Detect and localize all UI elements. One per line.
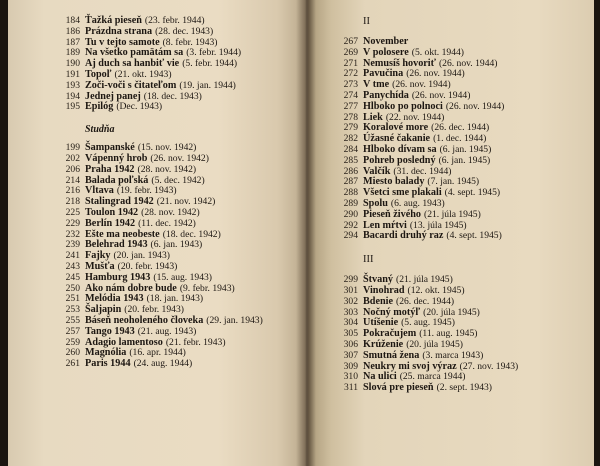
- poem-date: (28. dec. 1943): [155, 25, 214, 37]
- spacer: [338, 242, 594, 254]
- poem-date: (26. nov. 1944): [392, 79, 451, 91]
- page-number: 189: [65, 47, 80, 59]
- poem-date: (26. nov. 1942): [150, 152, 209, 164]
- poem-title: Belehrad 1943: [85, 239, 148, 251]
- page-number: 187: [65, 36, 80, 48]
- page-number: 259: [65, 336, 80, 348]
- toc-entry: [338, 210, 594, 221]
- page-number: 279: [343, 122, 358, 134]
- poem-title: Pohreb posledný: [363, 154, 436, 166]
- poem-date: (22. nov. 1944): [385, 111, 445, 123]
- poem-title: Mušťa: [85, 260, 115, 272]
- poem-date: (19. jan. 1944): [179, 79, 236, 91]
- poem-title: Toulon 1942: [85, 206, 139, 218]
- poem-date: (21. júla 1945): [396, 274, 453, 286]
- page-number: 311: [343, 382, 358, 394]
- poem-title: Na ulici: [363, 371, 397, 383]
- poem-date: (21. aug. 1943): [137, 325, 197, 337]
- page-number: 239: [65, 239, 80, 251]
- poem-title: Panychída: [363, 89, 409, 101]
- poem-title: Aj duch sa hanbiť vie: [85, 58, 180, 70]
- page-number: 241: [65, 250, 80, 262]
- page-number: 186: [65, 25, 80, 37]
- page-number: 255: [65, 314, 80, 326]
- page-number: 289: [343, 197, 358, 209]
- poem-title: Praha 1942: [85, 163, 135, 175]
- page-number: 284: [343, 143, 358, 155]
- page-number: 206: [65, 163, 80, 175]
- page-number: 199: [65, 142, 80, 154]
- poem-title: Melódia 1943: [85, 293, 144, 305]
- page-number: 292: [343, 219, 358, 231]
- poem-date: (6. jan. 1945): [439, 143, 492, 155]
- poem-date: (21. okt. 1943): [114, 68, 172, 80]
- page-number: 202: [65, 152, 80, 164]
- poem-title: Ešte ma neobeste: [85, 228, 160, 240]
- page-number: 251: [65, 293, 80, 305]
- poem-title: Bacardi druhý raz: [363, 230, 444, 242]
- poem-date: (26. dec. 1944): [396, 295, 455, 307]
- toc-entry: [60, 327, 308, 338]
- page-number: 260: [65, 347, 80, 359]
- poem-date: (8. febr. 1943): [162, 36, 218, 48]
- page-number: 195: [65, 101, 80, 113]
- page-number: 245: [65, 271, 80, 283]
- poem-title: November: [363, 36, 409, 47]
- poem-title: Jednej panej: [85, 90, 141, 102]
- toc-list: [338, 37, 594, 242]
- toc-entry: [60, 165, 308, 176]
- poem-title: Valčík: [363, 165, 391, 177]
- poem-date: (4. sept. 1945): [446, 230, 502, 242]
- page-number: 232: [65, 228, 80, 240]
- page-number: 288: [343, 187, 358, 199]
- poem-title: Štvaný: [363, 274, 394, 286]
- page-number: 277: [343, 100, 358, 112]
- poem-date: (4. sept. 1945): [444, 187, 501, 199]
- page-number: 309: [343, 360, 358, 372]
- poem-title: Bdenie: [363, 295, 394, 307]
- page-number: 267: [343, 36, 358, 47]
- page-number: 304: [343, 317, 358, 329]
- poem-title: Zoči-voči s čitateľom: [85, 79, 177, 91]
- poem-title: Ťažká pieseň: [85, 15, 142, 26]
- poem-title: Topoľ: [85, 68, 112, 80]
- poem-date: (5. aug. 1945): [401, 317, 455, 329]
- left-page: [8, 0, 308, 466]
- page-number: 272: [343, 68, 358, 80]
- poem-date: (26. nov. 1944): [445, 100, 505, 112]
- page-number: 225: [65, 206, 80, 218]
- poem-date: (27. nov. 1943): [459, 360, 519, 372]
- poem-title: Na všetko pamätám sa: [85, 47, 184, 59]
- poem-date: (28. nov. 1942): [137, 163, 197, 175]
- page-number: 190: [65, 58, 80, 70]
- poem-date: (1. dec. 1944): [433, 133, 487, 145]
- poem-date: (Dec. 1943): [116, 101, 163, 113]
- poem-date: (20. febr. 1943): [117, 260, 178, 272]
- section-heading: II: [363, 16, 370, 27]
- poem-date: (2. sept. 1943): [436, 382, 492, 394]
- page-number: 302: [343, 295, 358, 307]
- page-number: 214: [65, 174, 80, 186]
- poem-date: (31. dec. 1944): [393, 165, 452, 177]
- poem-title: Vltava: [85, 185, 114, 197]
- poem-date: (6. jan. 1943): [150, 239, 203, 251]
- poem-date: (26. nov. 1944): [406, 68, 465, 80]
- poem-title: Vinohrad: [363, 284, 405, 296]
- poem-title: Utíšenie: [363, 317, 399, 329]
- page-number: 294: [343, 230, 358, 242]
- poem-title: Nemusíš hovoriť: [363, 57, 436, 69]
- poem-title: Ako nám dobre bude: [85, 282, 177, 294]
- page-number: 269: [343, 46, 358, 58]
- poem-date: (5. okt. 1944): [411, 46, 464, 58]
- poem-title: Tu v tejto samote: [85, 36, 160, 48]
- toc-entry: [60, 27, 308, 38]
- page-number: 286: [343, 165, 358, 177]
- poem-date: (20. febr. 1943): [124, 304, 184, 316]
- poem-title: V polosere: [363, 46, 409, 58]
- page-number: 257: [65, 325, 80, 337]
- poem-date: (3. febr. 1944): [186, 47, 242, 59]
- poem-date: (16. apr. 1944): [129, 347, 186, 359]
- poem-title: Magnólia: [85, 347, 127, 359]
- poem-title: Hlboko dívam sa: [363, 143, 437, 155]
- page-number: 285: [343, 154, 358, 166]
- poem-date: (7. jan. 1945): [427, 176, 480, 188]
- poem-title: Pieseň živého: [363, 208, 422, 220]
- poem-title: Spolu: [363, 197, 388, 209]
- poem-title: V tme: [363, 79, 390, 91]
- poem-title: Tango 1943: [85, 325, 135, 337]
- poem-title: Miesto balady: [363, 176, 425, 188]
- poem-date: (13. júla 1945): [409, 219, 467, 231]
- poem-title: Všetci sme plakali: [363, 187, 442, 199]
- page-number: 278: [343, 111, 358, 123]
- poem-title: Vápenný hrob: [85, 152, 148, 164]
- page-number: 193: [65, 79, 80, 91]
- poem-date: (9. febr. 1943): [179, 282, 235, 294]
- poem-date: (26. nov. 1944): [411, 89, 471, 101]
- poem-title: Šaljapin: [85, 304, 122, 316]
- toc-list: [60, 143, 308, 370]
- poem-title: Neukry mi svoj výraz: [363, 360, 457, 372]
- page-number: 243: [65, 260, 80, 272]
- poem-title: Báseň neoholeného človeka: [85, 314, 204, 326]
- poem-title: Pavučina: [363, 68, 404, 80]
- poem-title: Úžasné čakanie: [363, 133, 431, 145]
- poem-date: (20. júla 1945): [406, 338, 463, 350]
- poem-title: Smutná žena: [363, 349, 420, 361]
- poem-title: Slová pre pieseň: [363, 382, 434, 394]
- poem-date: (18. dec. 1942): [162, 228, 221, 240]
- poem-title: Adagio lamentoso: [85, 336, 163, 348]
- right-page: [308, 0, 594, 466]
- poem-date: (21. nov. 1942): [156, 196, 216, 208]
- toc-entry: [338, 383, 594, 394]
- poem-date: (18. jan. 1943): [146, 293, 204, 305]
- page-number: 310: [343, 371, 358, 383]
- poem-date: (5. dec. 1942): [151, 174, 205, 186]
- page-number: 305: [343, 328, 358, 340]
- poem-date: (24. aug. 1944): [133, 358, 193, 370]
- page-number: 290: [343, 208, 358, 220]
- poem-date: (3. marca 1943): [422, 349, 484, 361]
- poem-title: Paris 1944: [85, 358, 131, 370]
- page-number: 307: [343, 349, 358, 361]
- poem-title: Šampanské: [85, 142, 135, 154]
- poem-title: Balada poľská: [85, 174, 149, 186]
- toc-entry: [338, 48, 594, 59]
- poem-title: Epilóg: [85, 101, 114, 113]
- page-number: 194: [65, 90, 80, 102]
- toc-list: [338, 275, 594, 394]
- poem-date: (15. nov. 1942): [137, 142, 197, 154]
- toc-entry: [60, 81, 308, 92]
- poem-date: (18. dec. 1943): [143, 90, 202, 102]
- page-number: 299: [343, 274, 358, 286]
- poem-title: Berlín 1942: [85, 217, 136, 229]
- toc-entry: [60, 102, 308, 113]
- section-heading: III: [363, 254, 374, 266]
- toc-entry: [338, 231, 594, 242]
- page-number: 274: [343, 89, 358, 101]
- poem-date: (26. nov. 1944): [438, 57, 498, 69]
- poem-date: (26. dec. 1944): [431, 122, 490, 134]
- page-number: 191: [65, 68, 80, 80]
- page-number: 216: [65, 185, 80, 197]
- section-heading: Studňa: [85, 124, 115, 136]
- page-number: 271: [343, 57, 358, 69]
- poem-title: Len mŕtvi: [363, 219, 407, 231]
- poem-date: (11. aug. 1945): [419, 328, 478, 340]
- page-number: 253: [65, 304, 80, 316]
- poem-date: (12. okt. 1945): [407, 284, 465, 296]
- poem-date: (6. aug. 1943): [390, 197, 445, 209]
- toc-entry: [338, 156, 594, 167]
- poem-date: (25. marca 1944): [399, 371, 466, 383]
- poem-date: (28. nov. 1942): [141, 206, 200, 218]
- page-number: 273: [343, 79, 358, 91]
- poem-date: (29. jan. 1943): [206, 314, 263, 326]
- book-gutter-shadow: [296, 0, 316, 466]
- page-number: 250: [65, 282, 80, 294]
- poem-date: (6. jan. 1945): [438, 154, 491, 166]
- page-number: 218: [65, 196, 80, 208]
- poem-title: Pokračujem: [363, 328, 417, 340]
- page-number: 282: [343, 133, 358, 145]
- poem-date: (11. dec. 1942): [138, 217, 196, 229]
- poem-date: (21. febr. 1943): [165, 336, 226, 348]
- page-number: 303: [343, 306, 358, 318]
- poem-title: Hamburg 1943: [85, 271, 151, 283]
- toc-list: [60, 16, 308, 113]
- toc-entry: [60, 273, 308, 284]
- poem-date: (5. febr. 1944): [182, 58, 238, 70]
- poem-date: (15. aug. 1943): [153, 271, 212, 283]
- page-number: 261: [65, 358, 80, 370]
- page-number: 306: [343, 338, 358, 350]
- poem-title: Hlboko po polnoci: [363, 100, 443, 112]
- spacer: [60, 113, 308, 124]
- poem-title: Fajky: [85, 250, 111, 262]
- toc-entry: [60, 219, 308, 230]
- poem-date: (19. febr. 1943): [116, 185, 177, 197]
- toc-entry: [338, 102, 594, 113]
- page-number: 287: [343, 176, 358, 188]
- toc-entry: [60, 359, 308, 370]
- poem-title: Krúženie: [363, 338, 404, 350]
- toc-entry: [338, 297, 594, 308]
- poem-title: Koralové more: [363, 122, 429, 134]
- page-number: 184: [65, 15, 80, 26]
- page-number: 301: [343, 284, 358, 296]
- poem-date: (20. júla 1945): [423, 306, 480, 318]
- poem-title: Nočný motýľ: [363, 306, 421, 318]
- page-number: 229: [65, 217, 80, 229]
- poem-title: Liek: [363, 111, 383, 123]
- poem-date: (20. jan. 1943): [113, 250, 170, 262]
- poem-title: Stalingrad 1942: [85, 196, 154, 208]
- poem-title: Prázdna strana: [85, 25, 153, 37]
- poem-date: (21. júla 1945): [424, 208, 481, 220]
- toc-entry: [338, 351, 594, 362]
- poem-date: (23. febr. 1944): [144, 15, 205, 26]
